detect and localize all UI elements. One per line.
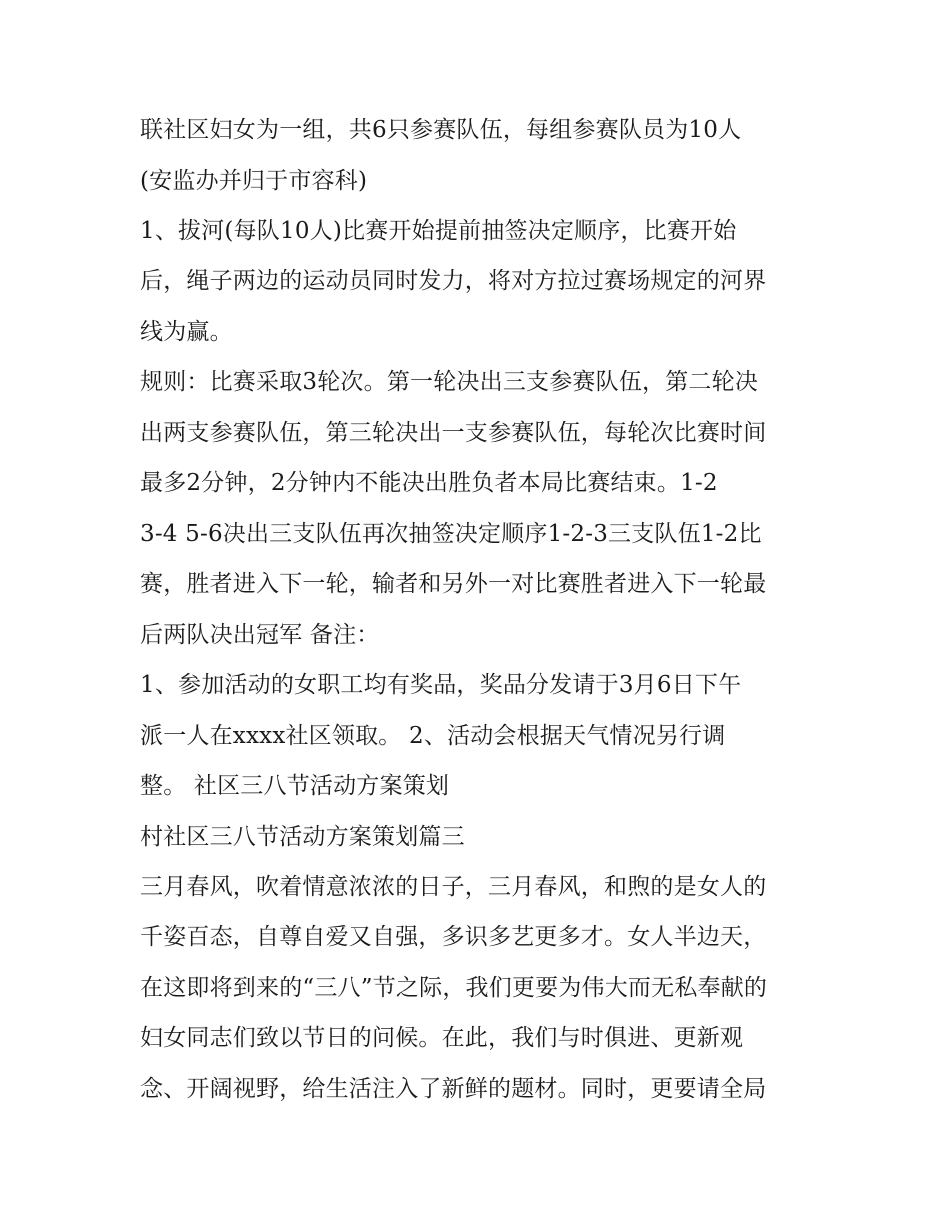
text-line-18: 在这即将到来的“三八”节之际，我们更要为伟大而无私奉献的 — [140, 975, 768, 1001]
text-line-14: 整。 社区三八节活动方案策划 — [140, 773, 450, 799]
text-line-20: 念、开阔视野，给生活注入了新鲜的题材。同时，更要请全局 — [140, 1076, 767, 1102]
text-line-7: 出两支参赛队伍，第三轮决出一支参赛队伍，每轮次比赛时间 — [140, 420, 767, 446]
text-line-9: 3-4 5-6决出三支队伍再次抽签决定顺序1-2-3三支队伍1-2比 — [140, 521, 762, 547]
text-line-10: 赛，胜者进入下一轮，输者和另外一对比赛胜者进入下一轮最 — [140, 571, 767, 597]
text-line-4: 后，绳子两边的运动员同时发力，将对方拉过赛场规定的河界 — [140, 268, 767, 294]
text-line-11: 后两队决出冠军 备注： — [140, 622, 380, 648]
text-line-15: 村社区三八节活动方案策划篇三 — [140, 824, 465, 850]
text-line-19: 妇女同志们致以节日的问候。在此，我们与时俱进、更新观 — [140, 1025, 744, 1051]
text-line-12: 1、参加活动的女职工均有奖品，奖品分发请于3月6日下午 — [140, 672, 742, 698]
text-line-2: (安监办并归于市容科) — [140, 168, 368, 194]
text-line-13: 派一人在xxxx社区领取。 2、活动会根据天气情况另行调 — [140, 723, 726, 749]
text-line-6: 规则：比赛采取3轮次。第一轮决出三支参赛队伍，第二轮决 — [140, 369, 759, 395]
text-line-5: 线为赢。 — [140, 319, 233, 345]
text-line-17: 千姿百态，自尊自爱又自强，多识多艺更多才。女人半边天， — [140, 924, 767, 950]
text-line-3: 1、拔河(每队10人)比赛开始提前抽签决定顺序，比赛开始 — [140, 218, 737, 244]
text-line-16: 三月春风，吹着情意浓浓的日子，三月春风，和煦的是女人的 — [140, 874, 767, 900]
text-line-1: 联社区妇女为一组，共6只参赛队伍，每组参赛队员为10人 — [140, 117, 742, 143]
text-line-8: 最多2分钟，2分钟内不能决出胜负者本局比赛结束。1-2 — [140, 470, 718, 496]
